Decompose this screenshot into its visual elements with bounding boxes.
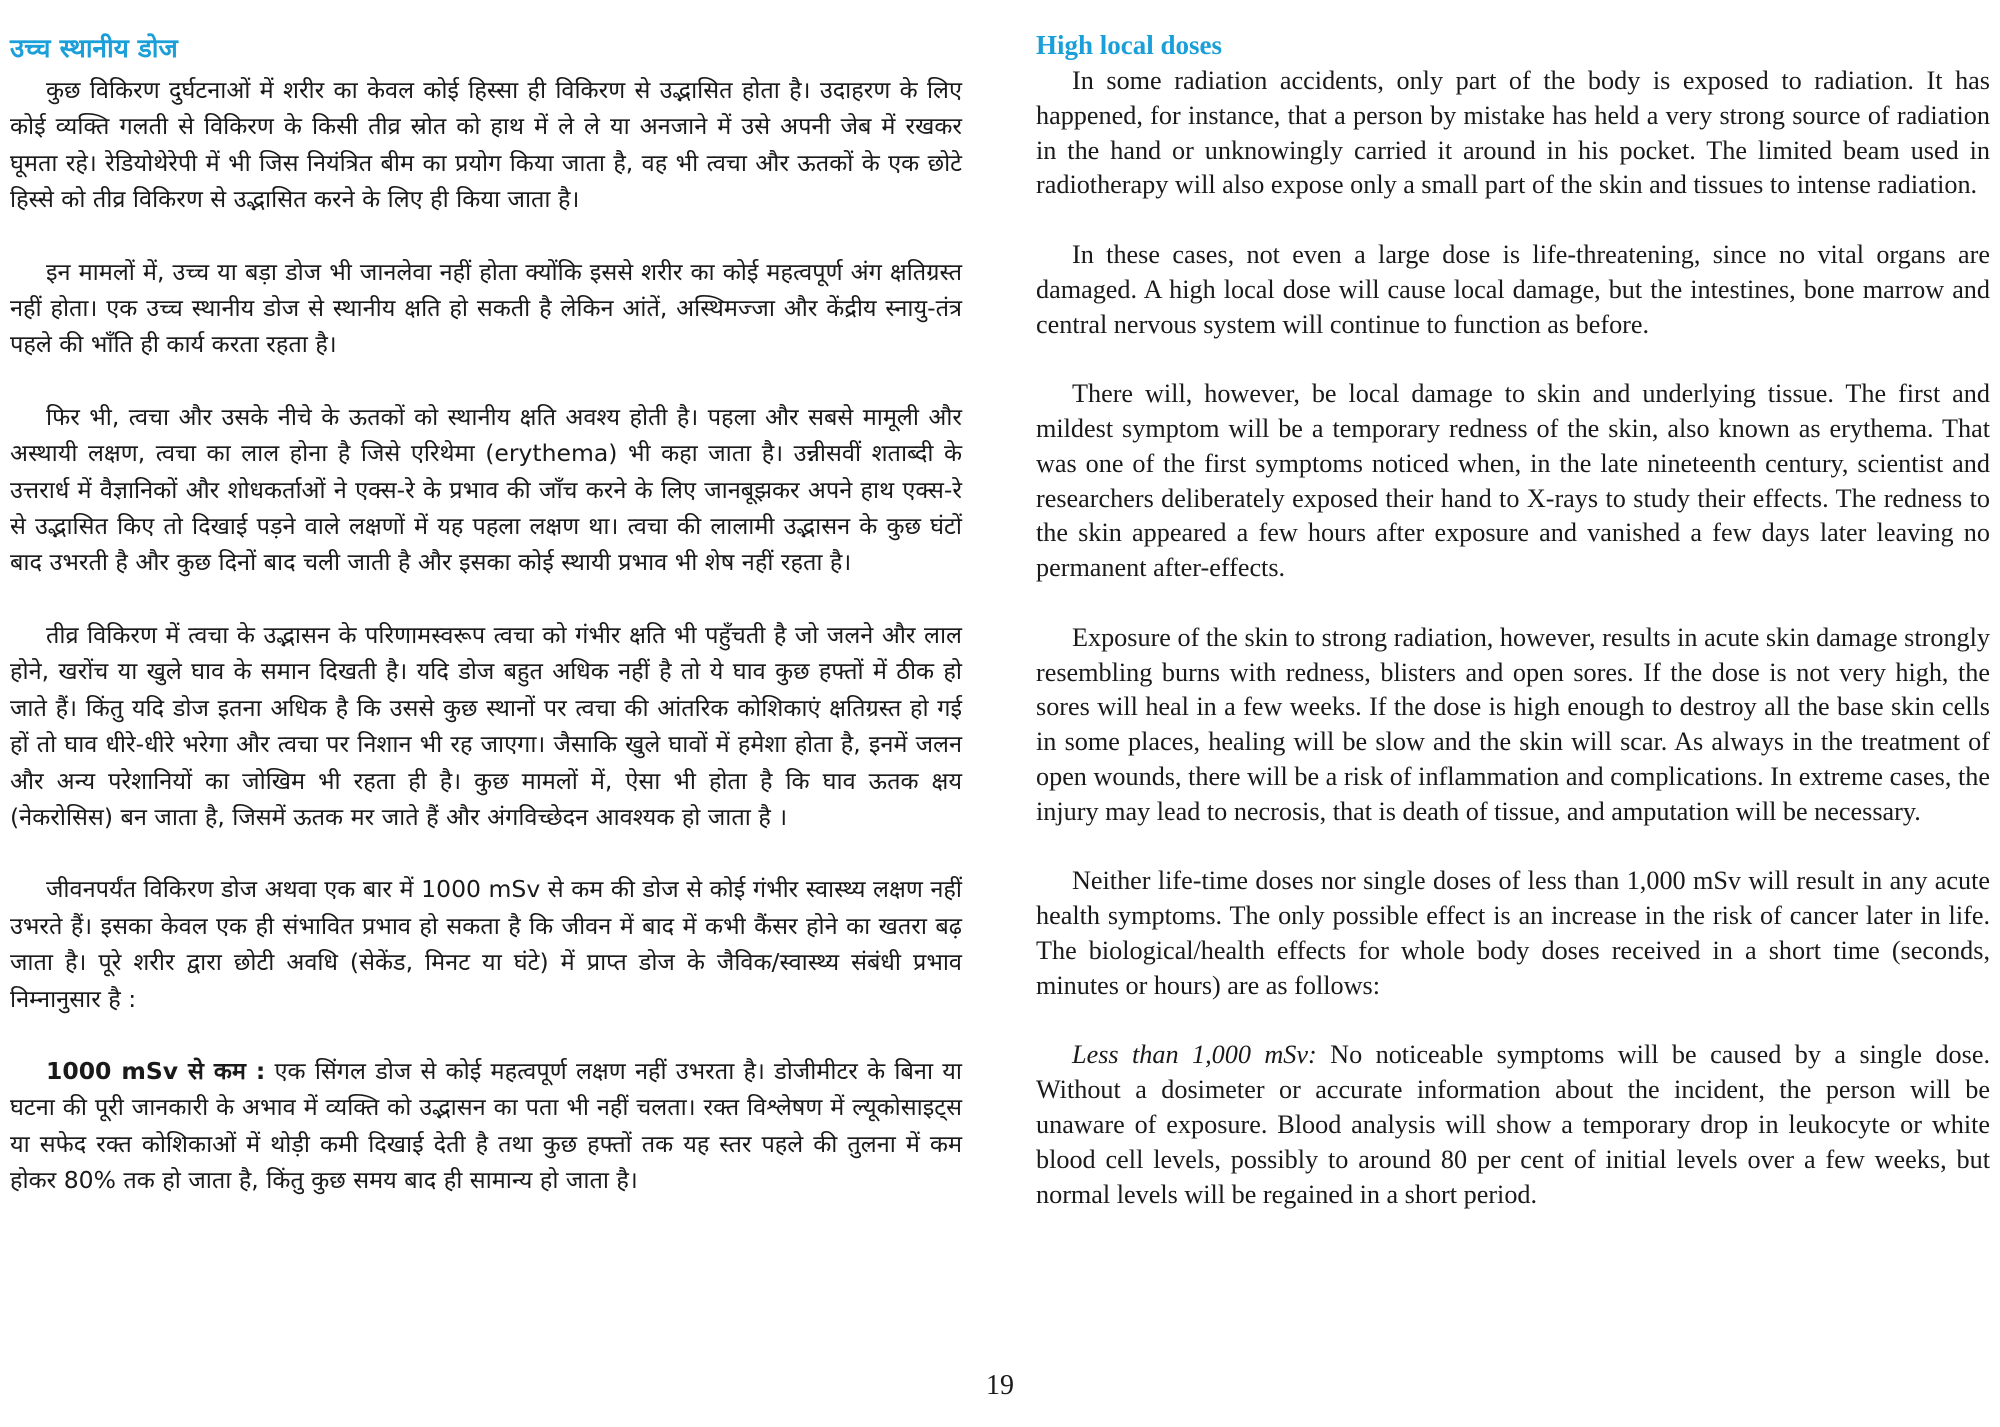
hindi-dose-body: एक सिंगल डोज से कोई महत्वपूर्ण लक्षण नहीं उभरता है। डोजीमीटर के बिना या घटना की पूरी जानकारी के अभाव में व्यक्ति को उद्भासन का पता भी नहीं चलता। रक्त विश्लेषण में ल्यूकोसाइट्स या सफेद रक्त कोशिकाओं में थोड़ी कमी दिखाई देती है तथा कुछ हफ्तों तक यह स्तर पहले की तुलना में कम होकर 80% तक हो जाता है, किंतु कुछ समय बाद ही सामान्य हो जाता है।	[10, 1056, 963, 1195]
english-paragraph-1: In some radiation accidents, only part of the body is exposed to radiation. It has happened, for instance, that a person by mistake has held a very strong source of radiation in the hand or unknowingly carried it around in his pocket. The limited beam used in radiotherapy will also expose only a small part of the skin and tissues to intense radiation.	[1036, 66, 1990, 200]
hindi-dose-lead: 1000 mSv से कम :	[46, 1056, 266, 1085]
english-dose-body: No noticeable symptoms will be caused by a single dose. Without a dosimeter or accurate information about the incident, the person will be unaware of exposure. Blood analysis will show a temporary drop in leukocyte or white blood cell levels, possibly to around 80 per cent of initial levels over a few weeks, but normal levels will be regained in a short period.	[1036, 1040, 1990, 1209]
hindi-paragraph-6	[10, 1053, 962, 1199]
hindi-paragraph-3: फिर भी, त्वचा और उसके नीचे के ऊतकों को स्थानीय क्षति अवश्य होती है। पहला और सबसे मामूली और अस्थायी लक्षण, त्वचा का लाल होना है जिसे एरिथेमा (erythema) भी कहा जाता है। उन्नीसवीं शताब्दी के उत्तरार्ध में वैज्ञानिकों और शोधकर्ताओं ने एक्स-रे के प्रभाव की जाँच करने के लिए जानबूझकर अपने हाथ एक्स-रे से उद्भासित किए तो दिखाई पड़ने वाले लक्षणों में यह पहला लक्षण था। त्वचा की लालामी उद्भासन के कुछ घंटों बाद उभरती है और कुछ दिनों बाद चली जाती है और इसका कोई स्थायी प्रभाव भी शेष नहीं रहता है।	[10, 402, 962, 577]
hindi-column	[10, 28, 962, 1199]
english-column	[1036, 28, 1990, 1212]
hindi-paragraph-2: इन मामलों में, उच्च या बड़ा डोज भी जानलेवा नहीं होता क्योंकि इससे शरीर का कोई महत्वपूर्ण अंग क्षतिग्रस्त नहीं होता। एक उच्च स्थानीय डोज से स्थानीय क्षति हो सकती है लेकिन आंतें, अस्थिमज्जा और केंद्रीय स्नायु-तंत्र पहले की भाँति ही कार्य करता रहता है।	[10, 257, 962, 359]
english-paragraph-4: Exposure of the skin to strong radiation, however, results in acute skin damage strongly resembling burns with redness, blisters and open sores. If the dose is not very high, the sores will heal in a few weeks. If the dose is high enough to destroy all the base skin cells in some places, healing will be slow and the skin will scar. As always in the treatment of open wounds, there will be a risk of inflammation and complications. In extreme cases, the injury may lead to necrosis, that is death of tissue, and amputation will be necessary.	[1036, 622, 1990, 826]
english-paragraph-5: Neither life-time doses nor single doses of less than 1,000 mSv will result in any acute health symptoms. The only possible effect is an increase in the risk of cancer later in life. The biological/health effects for whole body doses received in a short time (seconds, minutes or hours) are as follows:	[1036, 866, 1990, 1000]
english-paragraph-2: In these cases, not even a large dose is life-threatening, since no vital organs are damaged. A high local dose will cause local damage, but the intestines, bone marrow and central nervous system will continue to function as before.	[1036, 239, 1990, 339]
page-number: 19	[986, 1370, 1014, 1401]
english-paragraph-6	[1036, 1038, 1990, 1212]
english-heading: High local doses	[1036, 30, 1223, 60]
hindi-paragraph-5: जीवनपर्यंत विकिरण डोज अथवा एक बार में 1000 mSv से कम की डोज से कोई गंभीर स्वास्थ्य लक्षण नहीं उभरते हैं। इसका केवल एक ही संभावित प्रभाव हो सकता है कि जीवन में बाद में कभी कैंसर होने का खतरा बढ़ जाता है। पूरे शरीर द्वारा छोटी अवधि (सेकेंड, मिनट या घंटे) में प्राप्त डोज के जैविक/स्वास्थ्य संबंधी प्रभाव निम्नानुसार है :	[10, 875, 962, 1013]
hindi-paragraph-1: कुछ विकिरण दुर्घटनाओं में शरीर का केवल कोई हिस्सा ही विकिरण से उद्भासित होता है। उदाहरण के लिए कोई व्यक्ति गलती से विकिरण के किसी तीव्र स्रोत को हाथ में ले ले या अनजाने में उसे अपनी जेब में रखकर घूमता रहे। रेडियोथेरेपी में भी जिस नियंत्रित बीम का प्रयोग किया जाता है, वह भी त्वचा और ऊतकों के एक छोटे हिस्से को तीव्र विकिरण से उद्भासित करने के लिए ही किया जाता है।	[10, 76, 962, 214]
english-dose-lead: Less than 1,000 mSv:	[1072, 1040, 1317, 1070]
hindi-paragraph-4: तीव्र विकिरण में त्वचा के उद्भासन के परिणामस्वरूप त्वचा को गंभीर क्षति भी पहुँचती है जो जलने और लाल होने, खरोंच या खुले घाव के समान दिखती है। यदि डोज बहुत अधिक नहीं है तो ये घाव कुछ हफ्तों में ठीक हो जाते हैं। किंतु यदि डोज इतना अधिक है कि उससे कुछ स्थानों पर त्वचा की आंतरिक कोशिकाएं क्षतिग्रस्त हो गई हों तो घाव धीरे-धीरे भरेगा और त्वचा पर निशान भी रह जाएगा। जैसाकि खुले घावों में हमेशा होता है, इनमें जलन और अन्य परेशानियों का जोखिम भी रहता ही है। कुछ मामलों में, ऐसा भी होता है कि घाव ऊतक क्षय (नेकरोसिस) बन जाता है, जिसमें ऊतक मर जाते हैं और अंगविच्छेदन आवश्यक हो जाता है ।	[10, 620, 962, 831]
english-paragraph-3: There will, however, be local damage to skin and underlying tissue. The first and mildest symptom will be a temporary redness of the skin, also known as erythema. That was one of the first symptoms noticed when, in the late nineteenth century, scientist and researchers deliberately exposed their hand to X-rays to study their effects. The redness to the skin appeared a few hours after exposure and vanished a few days later leaving no permanent after-effects.	[1036, 379, 1990, 583]
hindi-heading: उच्च स्थानीय डोज	[10, 34, 178, 64]
